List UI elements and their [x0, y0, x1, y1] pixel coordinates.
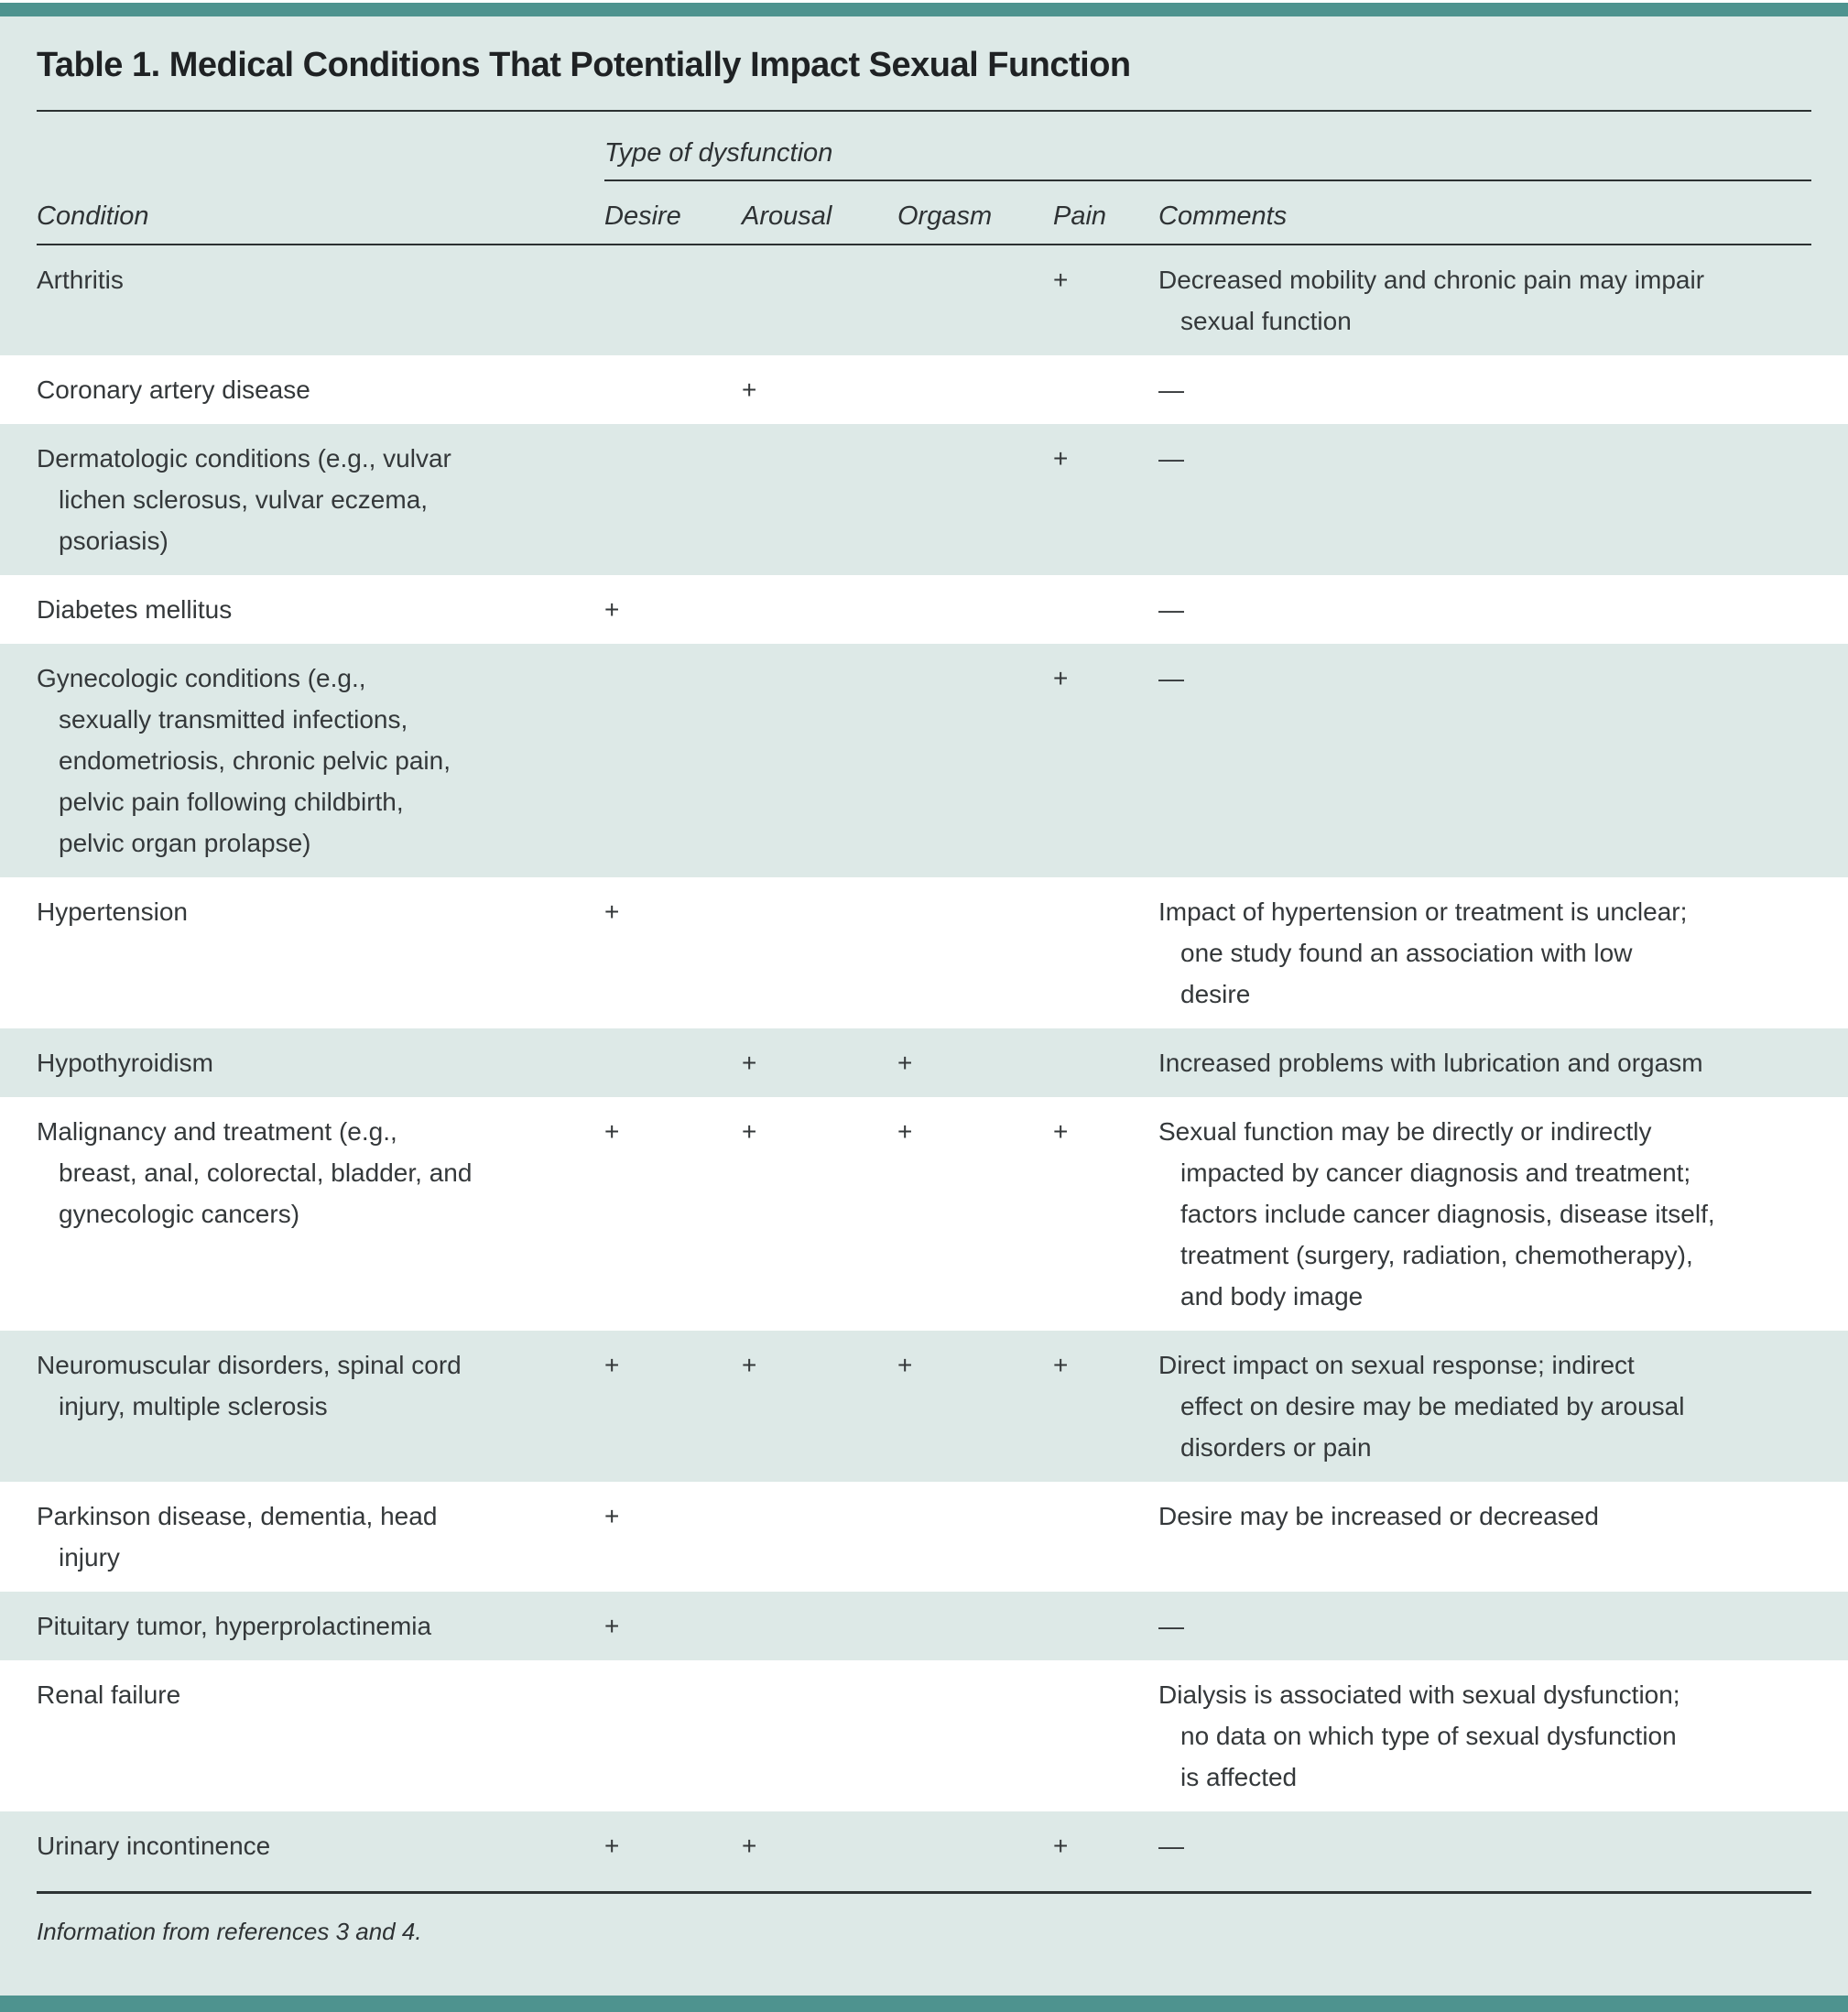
column-header-row	[37, 181, 1811, 245]
orgasm-cell	[897, 1811, 1053, 1880]
comments-cell: —	[1158, 1612, 1184, 1640]
desire-cell: +	[604, 1502, 620, 1530]
table-title: Table 1. Medical Conditions That Potentially Impact Sexual Function	[37, 46, 1131, 84]
pain-cell: +	[1053, 664, 1069, 692]
top-accent-bar	[0, 3, 1848, 16]
condition-cell: Hypertension	[37, 897, 188, 926]
condition-cell: Gynecologic conditions (e.g., sexually transmitted infections, endometriosis, chronic pelvic pain, pelvic pain following childbirth, pelvic organ prolapse)	[37, 664, 451, 857]
comments-cell: —	[1158, 375, 1184, 404]
desire-cell: +	[604, 1832, 620, 1860]
condition-cell: Arthritis	[37, 266, 124, 294]
desire-cell	[604, 644, 742, 877]
desire-cell	[604, 424, 742, 575]
arousal-cell	[742, 877, 897, 1028]
orgasm-cell: +	[897, 1117, 913, 1146]
pain-cell: +	[1053, 1351, 1069, 1379]
column-header-pain: Pain	[1053, 201, 1107, 231]
pain-cell	[1053, 1028, 1158, 1097]
table-row	[0, 355, 1848, 424]
table-row	[0, 575, 1848, 644]
arousal-cell: +	[742, 1832, 757, 1860]
bottom-accent-bar	[0, 1996, 1848, 2012]
table-row	[0, 877, 1848, 1028]
condition-cell: Malignancy and treatment (e.g., breast, anal, colorectal, bladder, and gynecologic cancers)	[37, 1117, 473, 1228]
dysfunction-group-header: Type of dysfunction	[604, 139, 1811, 181]
comments-cell: Sexual function may be directly or indirectly impacted by cancer diagnosis and treatment; factors include cancer diagnosis, disease itself, treatment (surgery, radiation, chemotherapy), and body image	[1158, 1117, 1715, 1311]
orgasm-cell	[897, 355, 1053, 424]
pain-cell	[1053, 877, 1158, 1028]
table-row	[0, 1660, 1848, 1811]
condition-cell: Dermatologic conditions (e.g., vulvar lichen sclerosus, vulvar eczema, psoriasis)	[37, 444, 451, 555]
desire-cell: +	[604, 1117, 620, 1146]
condition-cell: Parkinson disease, dementia, head injury	[37, 1502, 438, 1572]
table-row	[0, 644, 1848, 877]
arousal-cell	[742, 1482, 897, 1592]
footnote: Information from references 3 and 4.	[37, 1918, 422, 1945]
table-row	[0, 1028, 1848, 1097]
condition-cell: Diabetes mellitus	[37, 595, 233, 624]
desire-cell	[604, 355, 742, 424]
orgasm-cell: +	[897, 1351, 913, 1379]
desire-cell: +	[604, 897, 620, 926]
orgasm-cell	[897, 1482, 1053, 1592]
arousal-cell	[742, 644, 897, 877]
condition-cell: Urinary incontinence	[37, 1832, 271, 1860]
orgasm-cell	[897, 877, 1053, 1028]
table-footer-area	[0, 1880, 1848, 1894]
arousal-cell	[742, 575, 897, 644]
arousal-cell	[742, 1660, 897, 1811]
table-row	[0, 245, 1848, 355]
desire-cell: +	[604, 595, 620, 624]
column-header-arousal: Arousal	[742, 201, 832, 231]
table-row	[0, 1482, 1848, 1592]
column-header-comments: Comments	[1158, 201, 1288, 231]
pain-cell: +	[1053, 444, 1069, 473]
column-header-orgasm: Orgasm	[897, 201, 993, 231]
arousal-cell	[742, 245, 897, 355]
condition-cell: Neuromuscular disorders, spinal cord injury, multiple sclerosis	[37, 1351, 462, 1420]
pain-cell	[1053, 355, 1158, 424]
table-row	[0, 424, 1848, 575]
comments-cell: Impact of hypertension or treatment is unclear; one study found an association with low desire	[1158, 897, 1688, 1008]
orgasm-cell	[897, 644, 1053, 877]
pain-cell	[1053, 1592, 1158, 1660]
pain-cell	[1053, 1660, 1158, 1811]
desire-cell: +	[604, 1612, 620, 1640]
pain-cell	[1053, 1482, 1158, 1592]
orgasm-cell	[897, 245, 1053, 355]
table-header-area	[0, 16, 1848, 245]
column-header-condition: Condition	[37, 201, 149, 231]
pain-cell	[1053, 575, 1158, 644]
orgasm-cell: +	[897, 1049, 913, 1077]
arousal-cell	[742, 1592, 897, 1660]
title-rule	[37, 110, 1811, 112]
comments-cell: Increased problems with lubrication and orgasm	[1158, 1049, 1703, 1077]
pain-cell: +	[1053, 266, 1069, 294]
table-body	[0, 245, 1848, 1880]
arousal-cell	[742, 424, 897, 575]
table-row	[0, 1331, 1848, 1482]
comments-cell: —	[1158, 1832, 1184, 1860]
comments-cell: —	[1158, 444, 1184, 473]
condition-cell: Renal failure	[37, 1680, 181, 1709]
comments-cell: —	[1158, 595, 1184, 624]
comments-cell: Dialysis is associated with sexual dysfunction; no data on which type of sexual dysfunction is affected	[1158, 1680, 1680, 1791]
comments-cell: Desire may be increased or decreased	[1158, 1502, 1599, 1530]
condition-cell: Coronary artery disease	[37, 375, 310, 404]
condition-cell: Hypothyroidism	[37, 1049, 213, 1077]
condition-cell: Pituitary tumor, hyperprolactinemia	[37, 1612, 432, 1640]
orgasm-cell	[897, 575, 1053, 644]
desire-cell	[604, 245, 742, 355]
comments-cell: —	[1158, 664, 1184, 692]
arousal-cell: +	[742, 1049, 757, 1077]
desire-cell: +	[604, 1351, 620, 1379]
desire-cell	[604, 1028, 742, 1097]
orgasm-cell	[897, 1592, 1053, 1660]
column-header-desire: Desire	[604, 201, 681, 231]
table-row	[0, 1811, 1848, 1880]
table-row	[0, 1592, 1848, 1660]
comments-cell: Decreased mobility and chronic pain may impair sexual function	[1158, 266, 1705, 335]
orgasm-cell	[897, 1660, 1053, 1811]
arousal-cell: +	[742, 1117, 757, 1146]
arousal-cell: +	[742, 375, 757, 404]
pain-cell: +	[1053, 1832, 1069, 1860]
desire-cell	[604, 1660, 742, 1811]
orgasm-cell	[897, 424, 1053, 575]
pain-cell: +	[1053, 1117, 1069, 1146]
arousal-cell: +	[742, 1351, 757, 1379]
comments-cell: Direct impact on sexual response; indirect effect on desire may be mediated by arousal disorders or pain	[1158, 1351, 1685, 1462]
table-row	[0, 1097, 1848, 1331]
